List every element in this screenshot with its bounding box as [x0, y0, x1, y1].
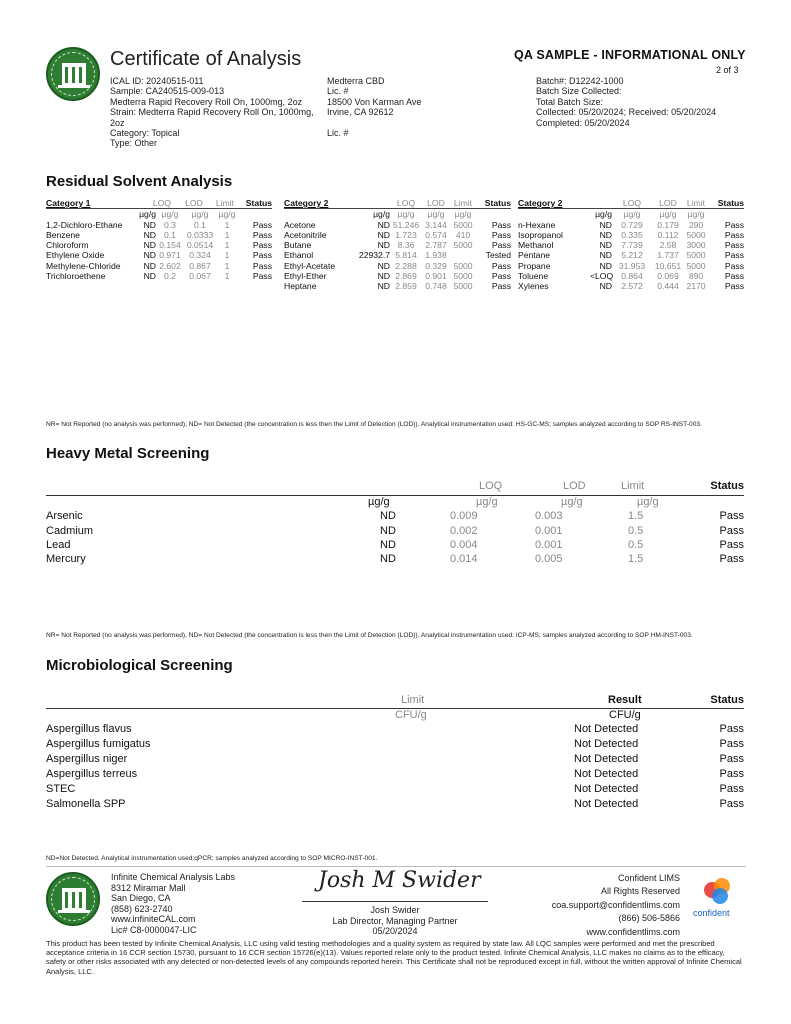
status: Pass — [719, 552, 744, 565]
result: ND — [599, 250, 612, 261]
limit: 1 — [224, 240, 230, 251]
cat1-header: Category 1 — [46, 198, 91, 208]
micro-row — [46, 783, 744, 798]
result: ND — [377, 260, 390, 271]
status: Pass — [719, 768, 744, 781]
loq: 0.3 — [164, 219, 176, 230]
organism-name: STEC — [46, 783, 76, 796]
limit: 410 — [455, 229, 471, 240]
analyte-name: n-Hexane — [518, 219, 556, 230]
result: ND — [599, 229, 612, 240]
analyte-name: Ethyl-Ether — [284, 271, 327, 282]
status: Pass — [724, 229, 744, 240]
metal-row — [46, 510, 744, 524]
analyte-name: Acetone — [284, 219, 316, 230]
status: Pass — [724, 240, 744, 251]
limit: 1 — [224, 250, 230, 261]
loq: 0.154 — [159, 240, 181, 251]
metal-name: Cadmium — [46, 524, 94, 537]
lod: 2.787 — [425, 240, 447, 251]
lod: 0.0514 — [186, 240, 214, 251]
lod: 1.938 — [425, 250, 447, 261]
micro-title: Microbiological Screening — [46, 657, 233, 674]
analyte-name: Butane — [284, 240, 312, 251]
lod: 0.574 — [425, 229, 447, 240]
loq: 0.971 — [159, 250, 181, 261]
disclaimer: This product has been tested by Infinite Chemical Analysis, LLC using valid testing methodologies and a quality system as required by state law. All LQC samples were performed and met the prescribed acceptance criteria in 16 CCR section 15730, pursuant to 16 CCR section 15726(e)(13). Values reported relate only to the product tested. Infinite Chemical Analysis, LLC makes no claims as to the efficacy, safety or other risks associated with any detected or non-detected levels of any compounds reported herein. This Certificate shall not be reproduced except in full, without the written approval of Infinite Chemical Analysis, LLC. — [46, 939, 742, 976]
result: 22932.7 — [358, 250, 390, 261]
result: ND — [599, 219, 612, 230]
loq: 7.739 — [621, 240, 643, 251]
solvent-row — [284, 271, 511, 281]
solvent-row — [46, 230, 272, 240]
lod: 0.329 — [425, 260, 447, 271]
micro-row — [46, 768, 744, 783]
limit — [450, 250, 476, 260]
status: Pass — [724, 250, 744, 261]
lod: 2.58 — [659, 240, 677, 251]
result: Not Detected — [574, 753, 639, 766]
heavy-metal-table: LOQ LOD Limit Status µg/g µg/g µg/g µg/g Arsenic ND 0.009 0.003 1.5 Pass Cadmium ND 0.002 0.001 0.5 Pass Lead ND 0.004 0.001 0.5 Pass Mercury ND 0.014 0.005 1.5 Pass — [46, 480, 744, 567]
metal-name: Arsenic — [46, 510, 83, 523]
analyte-name: 1,2-Dichloro-Ethane — [46, 219, 123, 230]
heavy-metal-title: Heavy Metal Screening — [46, 445, 210, 462]
lod: 0.748 — [425, 281, 447, 292]
limit: 1 — [224, 260, 230, 271]
status: Pass — [491, 281, 511, 292]
lims-info: Confident LIMS All Rights Reserved coa.support@confidentlims.com (866) 506-5866 www.confidentlims.com — [520, 872, 680, 939]
solvent-row — [46, 250, 272, 260]
solvent-row — [284, 230, 511, 240]
lod: 0.067 — [189, 271, 211, 282]
signer-info: Josh Swider Lab Director, Managing Partner 05/20/2024 — [332, 905, 458, 936]
lod: 0.444 — [657, 281, 679, 292]
confident-logo — [700, 878, 740, 908]
solvent-row — [518, 250, 744, 260]
loq: 1.723 — [395, 229, 417, 240]
result: ND — [380, 510, 396, 523]
residual-solvent-title: Residual Solvent Analysis — [46, 173, 233, 190]
residual-cat2a-table: Category 2 LOQ LOD Limit Status µg/g µg/g µg/g µg/g Acetone ND 51.246 3.144 5000 Pass Acetonitrile ND 1.723 0.574 410 Pass Butane ND 8.36 2.787 5000 Pass Ethanol 22932.7 5.814 1.938 Tested Ethyl-Acetate ND 2.288 0.329 5000 Pass Ethyl-Ether ND 2.869 0.901 5000 Pass Heptane ND 2.859 0.748 5000 Pass — [284, 198, 511, 292]
loq: 0.002 — [450, 524, 478, 537]
limit: 0.5 — [628, 524, 644, 537]
limit: 5000 — [686, 260, 706, 271]
status: Pass — [724, 271, 744, 282]
status: Pass — [491, 219, 511, 230]
solvent-row — [284, 250, 511, 260]
analyte-name: Xylenes — [518, 281, 549, 292]
lod: 0.867 — [189, 260, 211, 271]
result: Not Detected — [574, 738, 639, 751]
status: Pass — [719, 723, 744, 736]
limit: 0.5 — [628, 538, 644, 551]
status: Pass — [252, 229, 272, 240]
signature-line — [302, 901, 488, 902]
status: Pass — [491, 260, 511, 271]
lod: 0.001 — [535, 538, 563, 551]
solvent-row — [518, 271, 744, 281]
status: Pass — [719, 798, 744, 811]
limit: 1.5 — [628, 510, 644, 523]
limit: 1 — [224, 219, 230, 230]
result: <LOQ — [590, 271, 614, 282]
limit: 5000 — [453, 240, 473, 251]
analyte-name: Ethylene Oxide — [46, 250, 105, 261]
loq: 0.729 — [621, 219, 643, 230]
limit: 2170 — [686, 281, 706, 292]
solvent-row — [518, 220, 744, 230]
status: Pass — [719, 783, 744, 796]
lod: 0.901 — [425, 271, 447, 282]
solvent-row — [518, 281, 744, 291]
analyte-name: Ethanol — [284, 250, 314, 261]
cat2a-header: Category 2 — [284, 198, 329, 208]
result: ND — [143, 271, 156, 282]
lod: 0.069 — [657, 271, 679, 282]
metal-row — [46, 539, 744, 553]
residual-note: NR= Not Reported (no analysis was performed), ND= Not Detected (the concentration is less then the Limit of Detection (LOD)). Analytical instrumentation used: HS-GC-MS; samples analyzed according to SOP RS-INST-003. — [46, 421, 702, 428]
page-number: 2 of 3 — [716, 65, 739, 75]
status: Pass — [719, 538, 744, 551]
organism-name: Aspergillus terreus — [46, 768, 138, 781]
loq: 2.572 — [621, 281, 643, 292]
status: Pass — [491, 240, 511, 251]
limit: 290 — [688, 219, 704, 230]
metal-row — [46, 525, 744, 539]
status: Pass — [724, 281, 744, 292]
micro-row — [46, 753, 744, 768]
loq: 0.004 — [450, 538, 478, 551]
status: Pass — [719, 524, 744, 537]
loq: 2.602 — [159, 260, 181, 271]
organism-name: Aspergillus niger — [46, 753, 128, 766]
solvent-row — [518, 240, 744, 250]
analyte-name: Pentane — [518, 250, 551, 261]
loq: 8.36 — [397, 240, 415, 251]
residual-cat1-table: Category 1 LOQ LOD Limit Status µg/g µg/g µg/g µg/g 1,2-Dichloro-Ethane ND 0.3 0.1 1 Pass Benzene ND 0.1 0.0333 1 Pass Chloroform ND 0.154 0.0514 1 Pass Ethylene Oxide ND 0.971 0.324 1 Pass Methylene-Chloride ND 2.602 0.867 1 Pass Trichloroethene ND 0.2 0.067 1 Pass — [46, 198, 272, 282]
loq: 2.869 — [395, 271, 417, 282]
status: Pass — [724, 260, 744, 271]
solvent-row — [518, 230, 744, 240]
status: Pass — [491, 271, 511, 282]
limit: 5000 — [686, 229, 706, 240]
lod: 0.001 — [535, 524, 563, 537]
loq: 0.335 — [621, 229, 643, 240]
status: Pass — [724, 219, 744, 230]
loq: 0.009 — [450, 510, 478, 523]
loq: 0.014 — [450, 552, 478, 565]
lims-website-link[interactable]: www.confidentlims.com — [586, 926, 680, 937]
loq: 0.864 — [621, 271, 643, 282]
lod: 0.003 — [535, 510, 563, 523]
lod: 0.324 — [189, 250, 211, 261]
organism-name: Aspergillus flavus — [46, 723, 132, 736]
analyte-name: Propane — [518, 260, 551, 271]
result: ND — [143, 219, 156, 230]
limit: 1 — [224, 229, 230, 240]
status: Pass — [252, 219, 272, 230]
signature: Josh M Swider — [318, 868, 481, 893]
solvent-row — [46, 261, 272, 271]
loq: 5.814 — [395, 250, 417, 261]
analyte-name: Toluene — [518, 271, 549, 282]
result: ND — [143, 250, 156, 261]
residual-cat2b-table: Category 2 LOQ LOD Limit Status µg/g µg/g µg/g µg/g n-Hexane ND 0.729 0.179 290 Pass Isopropanol ND 0.335 0.112 5000 Pass Methanol ND 7.739 2.58 3000 Pass Pentane ND 5.212 1.737 5000 Pass Propane ND 31.953 10.651 5000 Pass Toluene <LOQ 0.864 0.069 890 Pass Xylenes ND 2.572 0.444 2170 Pass — [518, 198, 744, 292]
limit: 1.5 — [628, 552, 644, 565]
limit: 5000 — [453, 271, 473, 282]
ical-footer-logo — [46, 872, 100, 926]
result: Not Detected — [574, 783, 639, 796]
analyte-name: Acetonitrile — [284, 229, 327, 240]
batch-info: Batch#: D12242-1000 Batch Size Collected: Total Batch Size: Collected: 05/20/2024; Received: 05/20/2024 Completed: 05/20/2024 — [536, 76, 717, 128]
solvent-row — [46, 220, 272, 230]
result: ND — [599, 260, 612, 271]
analyte-name: Chloroform — [46, 240, 89, 251]
analyte-name: Ethyl-Acetate — [284, 260, 336, 271]
lod: 0.179 — [657, 219, 679, 230]
result: ND — [143, 229, 156, 240]
limit: 5000 — [453, 281, 473, 292]
status: Pass — [252, 240, 272, 251]
solvent-row — [46, 240, 272, 250]
lab-address: Infinite Chemical Analysis Labs 8312 Miramar Mall San Diego, CA (858) 623-2740 www.infiniteCAL.com Lic# C8-0000047-LIC — [111, 872, 236, 935]
limit: 3000 — [686, 240, 706, 251]
confident-logo-text: confident — [693, 908, 730, 918]
analyte-name: Isopropanol — [518, 229, 563, 240]
lod: 3.144 — [425, 219, 447, 230]
result: Not Detected — [574, 768, 639, 781]
client-info: Medterra CBD Lic. # 18500 Von Karman Ave Irvine, CA 92612 Lic. # — [327, 76, 422, 139]
lod: 0.0333 — [186, 229, 214, 240]
solvent-row — [518, 261, 744, 271]
solvent-row — [284, 240, 511, 250]
result: ND — [377, 271, 390, 282]
result: ND — [377, 229, 390, 240]
analyte-name: Benzene — [46, 229, 80, 240]
lod: 0.112 — [657, 229, 679, 240]
ical-logo — [46, 47, 100, 101]
qa-banner: QA SAMPLE - INFORMATIONAL ONLY — [514, 48, 746, 62]
limit: 5000 — [686, 250, 706, 261]
status: Pass — [719, 738, 744, 751]
result: Not Detected — [574, 798, 639, 811]
result: ND — [377, 240, 390, 251]
status: Pass — [252, 260, 272, 271]
status: Pass — [719, 510, 744, 523]
page-title: Certificate of Analysis — [110, 48, 302, 70]
result: Not Detected — [574, 723, 639, 736]
status: Pass — [252, 271, 272, 282]
status: Pass — [491, 229, 511, 240]
lod: 1.737 — [657, 250, 679, 261]
heavy-metal-note: NR= Not Reported (no analysis was performed), ND= Not Detected (the concentration is less then the Limit of Detection (LOD)). Analytical instrumentation used: ICP-MS; samples analyzed according to SOP HM-INST-003. — [46, 632, 693, 639]
analyte-name: Methylene-Chloride — [46, 260, 121, 271]
loq: 2.288 — [395, 260, 417, 271]
result: ND — [377, 219, 390, 230]
solvent-row — [46, 271, 272, 281]
micro-row — [46, 798, 744, 813]
organism-name: Salmonella SPP — [46, 798, 126, 811]
result: ND — [143, 260, 156, 271]
metal-name: Mercury — [46, 552, 86, 565]
micro-table: Limit Result Status CFU/g CFU/g Aspergillus flavus Not Detected Pass Aspergillus fumigatus Not Detected Pass Aspergillus niger Not Detected Pass Aspergillus terreus Not Detected Pass STEC Not Detected Pass Salmonella SPP Not Detected Pass — [46, 694, 744, 813]
loq: 2.859 — [395, 281, 417, 292]
result: ND — [599, 240, 612, 251]
analyte-name: Methanol — [518, 240, 554, 251]
loq: 5.212 — [621, 250, 643, 261]
result: ND — [377, 281, 390, 292]
loq: 0.2 — [164, 271, 176, 282]
result: ND — [143, 240, 156, 251]
result: ND — [380, 524, 396, 537]
loq: 51.246 — [392, 219, 420, 230]
cat2b-header: Category 2 — [518, 198, 563, 208]
result: ND — [599, 281, 612, 292]
limit: 1 — [224, 271, 230, 282]
lod: 0.005 — [535, 552, 563, 565]
metal-row — [46, 553, 744, 567]
lims-email-link[interactable]: coa.support@confidentlims.com — [551, 899, 680, 910]
sample-info: ICAL ID: 20240515-011 Sample: CA240515-009-013 Medterra Rapid Recovery Roll On, 1000mg, 2oz Strain: Medterra Rapid Recovery Roll On, 1000mg, 2oz Category: Topical Type: Other — [110, 76, 314, 149]
analyte-name: Heptane — [284, 281, 317, 292]
result: ND — [380, 538, 396, 551]
limit: 5000 — [453, 260, 473, 271]
loq: 0.1 — [164, 229, 176, 240]
limit: 890 — [688, 271, 704, 282]
lab-website-link[interactable]: www.infiniteCAL.com — [111, 914, 196, 924]
status: Pass — [719, 753, 744, 766]
micro-row — [46, 723, 744, 738]
solvent-row — [284, 281, 511, 291]
result: ND — [380, 552, 396, 565]
limit: 5000 — [453, 219, 473, 230]
status: Tested — [485, 250, 511, 261]
lod: 0.1 — [194, 219, 206, 230]
status: Pass — [252, 250, 272, 261]
analyte-name: Trichloroethene — [46, 271, 106, 282]
micro-row — [46, 738, 744, 753]
loq: 31.953 — [618, 260, 646, 271]
solvent-row — [284, 220, 511, 230]
metal-name: Lead — [46, 538, 71, 551]
lod: 10.651 — [654, 260, 682, 271]
micro-note: ND=Not Detected. Analytical instrumentation used:qPCR; samples analyzed according to SOP MICRO-INST-001. — [46, 855, 378, 862]
solvent-row — [284, 261, 511, 271]
organism-name: Aspergillus fumigatus — [46, 738, 151, 751]
